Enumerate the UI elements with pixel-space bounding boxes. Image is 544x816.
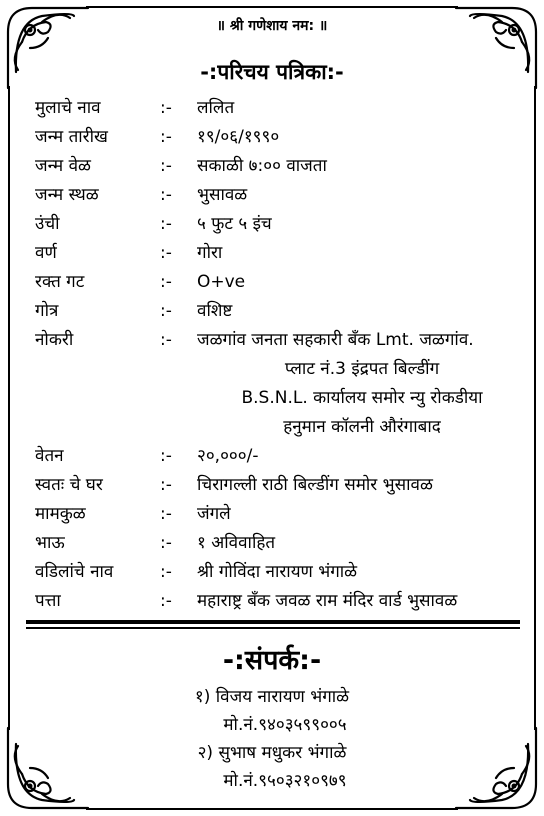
detail-label: वडिलांचे नाव: [35, 562, 114, 582]
detail-separator: :-: [160, 156, 172, 176]
contact-phone: मो.नं.९५०३२१०९७९: [223, 771, 347, 791]
detail-label: जन्म वेळ: [35, 156, 91, 176]
detail-row-maternal-family: [35, 500, 535, 529]
detail-value: वशिष्ट: [197, 301, 233, 321]
detail-row-blood-group: [35, 268, 535, 297]
contact-heading: -:संपर्क:-: [222, 645, 322, 676]
detail-separator: :-: [160, 243, 172, 263]
detail-separator: :-: [160, 330, 172, 350]
detail-row-address: [35, 587, 535, 616]
detail-row-gotra: [35, 297, 535, 326]
detail-row-birth-place: [35, 181, 535, 210]
detail-value: महाराष्ट्र बँक जवळ राम मंदिर वार्ड भुसावळ: [197, 591, 458, 611]
detail-row-name: [35, 94, 535, 123]
detail-separator: :-: [160, 446, 172, 466]
detail-value: गोरा: [197, 243, 223, 263]
detail-separator: :-: [160, 562, 172, 582]
detail-label: जन्म स्थळ: [35, 185, 99, 205]
detail-value: १ अविवाहित: [197, 533, 276, 553]
detail-value: जंगले: [197, 504, 231, 524]
detail-separator: :-: [160, 475, 172, 495]
detail-value: २०,०००/-: [197, 446, 259, 466]
detail-value: ललित: [197, 98, 235, 118]
detail-separator: :-: [160, 533, 172, 553]
job-line: जळगांव जनता सहकारी बँक Lmt. जळगांव.: [197, 330, 474, 350]
detail-value: ५ फुट ५ इंच: [197, 214, 272, 234]
double-rule-divider: [26, 620, 520, 630]
detail-row-own-house: [35, 471, 535, 500]
detail-label: पत्ता: [35, 591, 61, 611]
detail-label: जन्म तारीख: [35, 127, 108, 147]
detail-value: १९/०६/१९९०: [197, 127, 280, 147]
job-address: [197, 326, 535, 442]
detail-separator: :-: [160, 127, 172, 147]
detail-row-birth-date: [35, 123, 535, 152]
detail-label: वेतन: [35, 446, 64, 466]
details-list: [35, 94, 535, 616]
detail-label: मुलाचे नाव: [35, 98, 101, 118]
job-line: हनुमान कॉलनी औरंगाबाद: [283, 417, 441, 437]
detail-separator: :-: [160, 214, 172, 234]
detail-row-job: [35, 326, 535, 442]
detail-row-father-name: [35, 558, 535, 587]
detail-label: भाऊ: [35, 533, 65, 553]
detail-row-complexion: [35, 239, 535, 268]
detail-label: रक्त गट: [35, 272, 85, 292]
detail-separator: :-: [160, 185, 172, 205]
job-line: B.S.N.L. कार्यालय समोर न्यु रोकडीया: [241, 388, 483, 408]
frame-bottom-line: [86, 808, 458, 810]
page-title: -:परिचय पत्रिका:-: [200, 60, 344, 84]
detail-label: स्वतः चे घर: [35, 475, 103, 495]
frame-left-line: [8, 86, 10, 730]
detail-separator: :-: [160, 591, 172, 611]
divider-thick-line: [26, 620, 520, 624]
contact-line: २) सुभाष मधुकर भंगाळे: [197, 743, 347, 763]
detail-row-height: [35, 210, 535, 239]
detail-label: वर्ण: [35, 243, 57, 263]
detail-value: भुसावळ: [197, 185, 248, 205]
detail-separator: :-: [160, 272, 172, 292]
detail-separator: :-: [160, 98, 172, 118]
job-line: प्लाट नं.3 इंद्रपत बिल्डींग: [284, 359, 440, 379]
detail-row-birth-time: [35, 152, 535, 181]
detail-value: O+ve: [197, 272, 246, 292]
detail-label: गोत्र: [35, 301, 59, 321]
contact-phone: मो.नं.९४०३५९९००५: [223, 715, 347, 735]
detail-row-brother: [35, 529, 535, 558]
contact-line: १) विजय नारायण भंगाळे: [194, 687, 350, 707]
detail-value: श्री गोविंदा नारायण भंगाळे: [197, 562, 358, 582]
detail-label: उंची: [35, 214, 60, 234]
invocation-text: ॥ श्री गणेशाय नम: ॥: [216, 18, 328, 34]
detail-label: मामकुळ: [35, 504, 86, 524]
detail-separator: :-: [160, 504, 172, 524]
detail-row-salary: [35, 442, 535, 471]
detail-value: सकाळी ७:०० वाजता: [197, 156, 327, 176]
frame-top-line: [86, 6, 458, 8]
detail-value: चिरागल्ली राठी बिल्डींग समोर भुसावळ: [197, 475, 433, 495]
detail-label: नोकरी: [35, 330, 74, 350]
detail-separator: :-: [160, 301, 172, 321]
divider-thin-line: [26, 627, 520, 629]
